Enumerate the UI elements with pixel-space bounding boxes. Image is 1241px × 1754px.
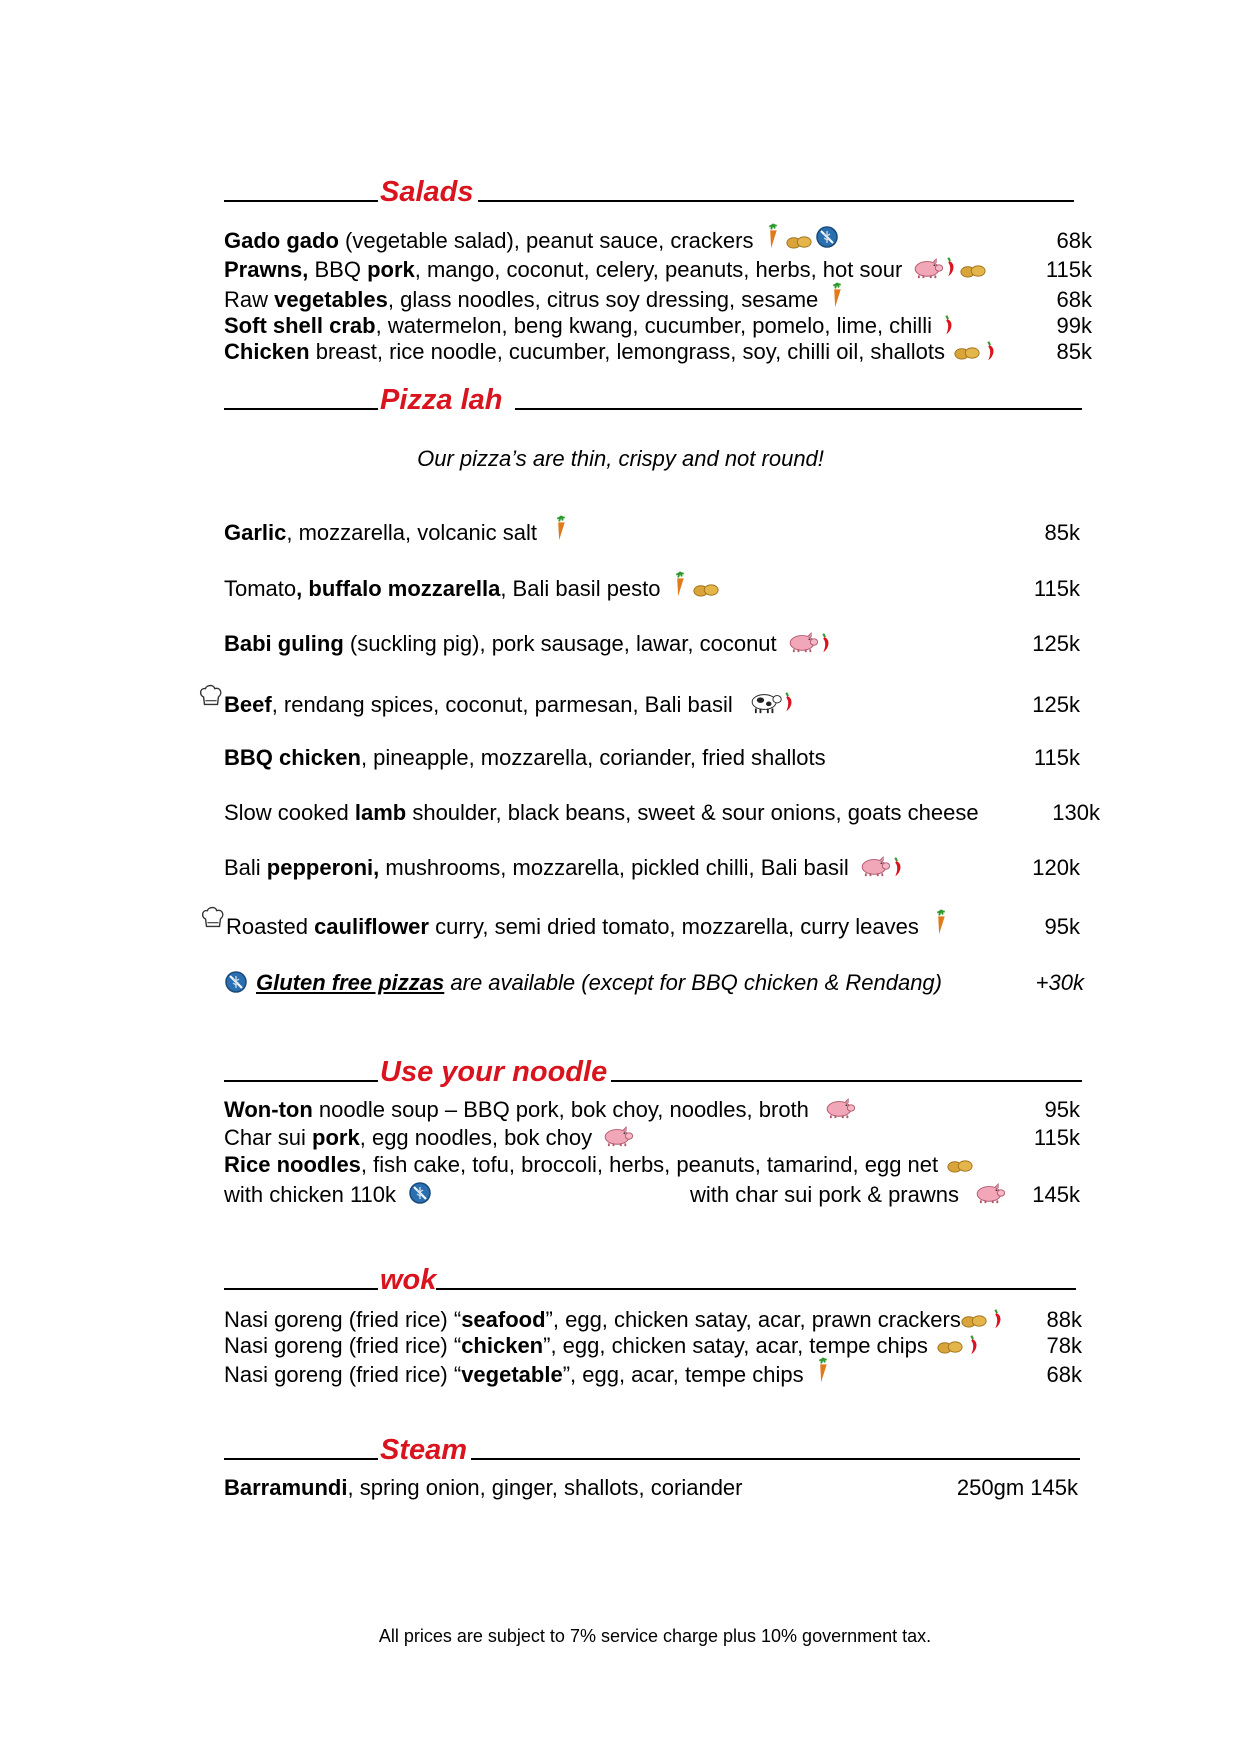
- menu-item-description: BBQ chicken, pineapple, mozzarella, coriander, fried shallots: [224, 745, 826, 770]
- salads-heading: [224, 176, 1074, 208]
- wok-heading: [224, 1264, 1076, 1296]
- pizza-note: Our pizza’s are thin, crispy and not round!: [417, 446, 824, 471]
- menu-item-price: 115k: [1033, 1125, 1080, 1150]
- menu-item-price: 130k: [1052, 800, 1100, 825]
- salads-title: Salads: [380, 176, 474, 208]
- pig-icon: [911, 257, 945, 279]
- menu-item-description: Soft shell crab, watermelon, beng kwang, cucumber, pomelo, lime, chilli: [224, 313, 955, 339]
- steam-title: Steam: [380, 1434, 468, 1466]
- menu-item-description: Raw vegetables, glass noodles, citrus soy dressing, sesame: [224, 287, 847, 315]
- noodle-heading: [224, 1056, 1082, 1088]
- menu-item-description: Garlic, mozzarella, volcanic salt: [224, 520, 571, 548]
- menu-item-price: 125k: [1032, 631, 1080, 656]
- gluten-free-link[interactable]: Gluten free pizzas: [256, 970, 445, 995]
- menu-item-description: Nasi goreng (fried rice) “vegetable”, egg, acar, tempe chips: [224, 1362, 833, 1390]
- pig-icon: [858, 855, 892, 877]
- carrot-icon: [827, 281, 847, 309]
- noodle-option-price: 145k: [1032, 1182, 1080, 1207]
- chilli-icon: [890, 856, 904, 878]
- menu-item-price: 120k: [1032, 855, 1080, 880]
- menu-item-price: 68k: [1056, 228, 1092, 253]
- pig-icon: [973, 1182, 1007, 1204]
- menu-item-description: Barramundi, spring onion, ginger, shallots, coriander: [224, 1475, 743, 1500]
- peanut-icon: [947, 1159, 973, 1173]
- carrot-icon: [551, 514, 571, 542]
- menu-item-description: Tomato, buffalo mozzarella, Bali basil pesto: [224, 576, 719, 604]
- menu-item-price: 115k: [1033, 576, 1080, 601]
- menu-item-description: Bali pepperoni, mushrooms, mozzarella, pickled chilli, Bali basil: [224, 855, 904, 881]
- menu-item-description: Won-ton noodle soup – BBQ pork, bok choy, noodles, broth: [224, 1097, 857, 1123]
- menu-item-price: 85k: [1044, 520, 1080, 545]
- menu-item-description: Babi guling (suckling pig), pork sausage, lawar, coconut: [224, 631, 832, 657]
- peanut-icon: [954, 346, 980, 360]
- menu-item-price: 95k: [1044, 1097, 1080, 1122]
- chef-hat-icon: [198, 684, 224, 716]
- menu-item-price: 85k: [1056, 339, 1092, 364]
- noodle-option-chicken: with chicken 110k: [224, 1182, 432, 1208]
- menu-item-description: Chicken breast, rice noodle, cucumber, lemongrass, soy, chilli oil, shallots: [224, 339, 997, 365]
- menu-item-price: 95k: [1044, 914, 1080, 939]
- pig-icon: [823, 1097, 857, 1119]
- peanut-icon: [786, 235, 812, 249]
- cow-icon: [749, 690, 783, 714]
- chilli-icon: [818, 632, 832, 654]
- noodle-option-pork-prawns: with char sui pork & prawns: [690, 1182, 1007, 1208]
- noodle-title: Use your noodle: [380, 1056, 608, 1088]
- carrot-icon: [670, 570, 690, 598]
- peanut-icon: [937, 1340, 963, 1354]
- chilli-icon: [990, 1308, 1004, 1330]
- gluten-free-price: +30k: [1035, 970, 1084, 995]
- menu-item-description: Rice noodles, fish cake, tofu, broccoli, herbs, peanuts, tamarind, egg net: [224, 1152, 973, 1178]
- menu-item-price: 115k: [1033, 745, 1080, 770]
- chilli-icon: [966, 1334, 980, 1356]
- gluten-free-icon: [408, 1181, 432, 1205]
- menu-item-price: 99k: [1056, 313, 1092, 338]
- menu-item-price: 68k: [1056, 287, 1092, 312]
- carrot-icon: [931, 908, 951, 936]
- menu-item-description: Slow cooked lamb shoulder, black beans, sweet & sour onions, goats cheese: [224, 800, 979, 825]
- steam-heading: [224, 1434, 1080, 1466]
- carrot-icon: [763, 222, 783, 250]
- gluten-free-icon: [815, 225, 839, 249]
- menu-item-description: Nasi goreng (fried rice) “seafood”, egg, chicken satay, acar, prawn crackers: [224, 1307, 1004, 1333]
- menu-item-description: Nasi goreng (fried rice) “chicken”, egg, chicken satay, acar, tempe chips: [224, 1333, 980, 1359]
- service-charge-note: All prices are subject to 7% service charge plus 10% government tax.: [378, 1626, 932, 1646]
- carrot-icon: [813, 1356, 833, 1384]
- chilli-icon: [943, 256, 957, 278]
- peanut-icon: [693, 583, 719, 597]
- menu-item-description: Beef, rendang spices, coconut, parmesan, Bali basil: [224, 692, 795, 718]
- menu-item-price: 250gm 145k: [956, 1475, 1078, 1500]
- pizza-title: Pizza lah: [380, 384, 503, 416]
- menu-item-price: 115k: [1045, 257, 1092, 282]
- menu-item-price: 125k: [1032, 692, 1080, 717]
- chef-hat-icon: [200, 906, 226, 938]
- pig-icon: [601, 1125, 635, 1147]
- menu-item-description: Char sui pork, egg noodles, bok choy: [224, 1125, 635, 1151]
- menu-item-price: 78k: [1046, 1333, 1082, 1358]
- menu-item-price: 88k: [1046, 1307, 1082, 1332]
- pig-icon: [786, 631, 820, 653]
- wok-title: wok: [380, 1264, 437, 1296]
- menu-item-description: Prawns, BBQ pork, mango, coconut, celery, peanuts, herbs, hot sour: [224, 257, 986, 283]
- menu-item-description: Gado gado (vegetable salad), peanut sauce, crackers: [224, 228, 839, 256]
- chilli-icon: [781, 691, 795, 713]
- peanut-icon: [961, 1314, 987, 1328]
- menu-item-price: 68k: [1046, 1362, 1082, 1387]
- chilli-icon: [983, 340, 997, 362]
- gluten-free-icon: [224, 970, 248, 994]
- chilli-icon: [941, 314, 955, 336]
- peanut-icon: [960, 264, 986, 278]
- pizza-heading: [224, 384, 1082, 416]
- menu-item-description: Roasted cauliflower curry, semi dried tomato, mozzarella, curry leaves: [226, 914, 951, 942]
